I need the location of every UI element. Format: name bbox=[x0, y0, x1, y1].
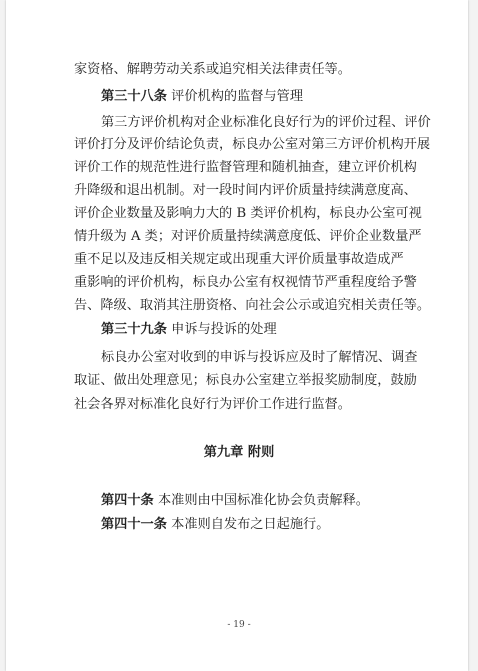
body-line: 评价打分及评价结论负责，标良办公室对第三方评价机构开展 bbox=[74, 137, 431, 152]
body-line: 重影响的评价机构，标良办公室有权视情节严重程度给予警 bbox=[74, 275, 417, 290]
page-number: - 19 - bbox=[227, 620, 251, 630]
article-38-heading bbox=[101, 89, 478, 105]
body-line: 情升级为 A 类；对评价质量持续满意度低、评价企业数量严 bbox=[74, 229, 422, 244]
body-line: 重不足以及违反相关规定或出现重大评价质量事故造成严 bbox=[74, 252, 404, 267]
body-line: 升降级和退出机制。对一段时间内评价质量持续满意度高、 bbox=[74, 183, 417, 198]
body-line: 评价企业数量及影响力大的 B 类评价机构，标良办公室可视 bbox=[74, 206, 422, 221]
body-line: 告、降级、取消其注册资格、向社会公示或追究相关责任等。 bbox=[74, 298, 431, 313]
article-38-title: 评价机构的监督与管理 bbox=[171, 89, 304, 104]
article-39-label: 第三十九条 bbox=[101, 322, 167, 337]
article-40-text: 本准则由中国标准化协会负责解释。 bbox=[157, 493, 369, 508]
body-line: 社会各界对标准化良好行为评价工作进行监督。 bbox=[74, 397, 351, 412]
body-line: 标良办公室对收到的申诉与投诉应及时了解情况、调查 bbox=[101, 350, 418, 365]
article-41 bbox=[101, 517, 478, 533]
body-line: 家资格、解聘劳动关系或追究相关法律责任等。 bbox=[74, 62, 351, 77]
article-40 bbox=[101, 493, 478, 509]
article-41-text: 本准则自发布之日起施行。 bbox=[171, 517, 330, 532]
article-40-label: 第四十条 bbox=[101, 493, 154, 508]
body-line: 第三方评价机构对企业标准化良好行为的评价过程、评价 bbox=[101, 115, 431, 130]
body-line: 评价工作的规范性进行监督管理和随机抽查，建立评价机构 bbox=[74, 160, 417, 175]
article-39-title: 申诉与投诉的处理 bbox=[171, 322, 277, 337]
body-line: 取证、做出处理意见；标良办公室建立举报奖励制度，鼓励 bbox=[74, 373, 417, 388]
chapter-heading: 第九章 附则 bbox=[203, 445, 275, 460]
article-41-label: 第四十一条 bbox=[101, 517, 167, 532]
article-39-heading bbox=[101, 322, 478, 338]
article-38-label: 第三十八条 bbox=[101, 89, 167, 104]
